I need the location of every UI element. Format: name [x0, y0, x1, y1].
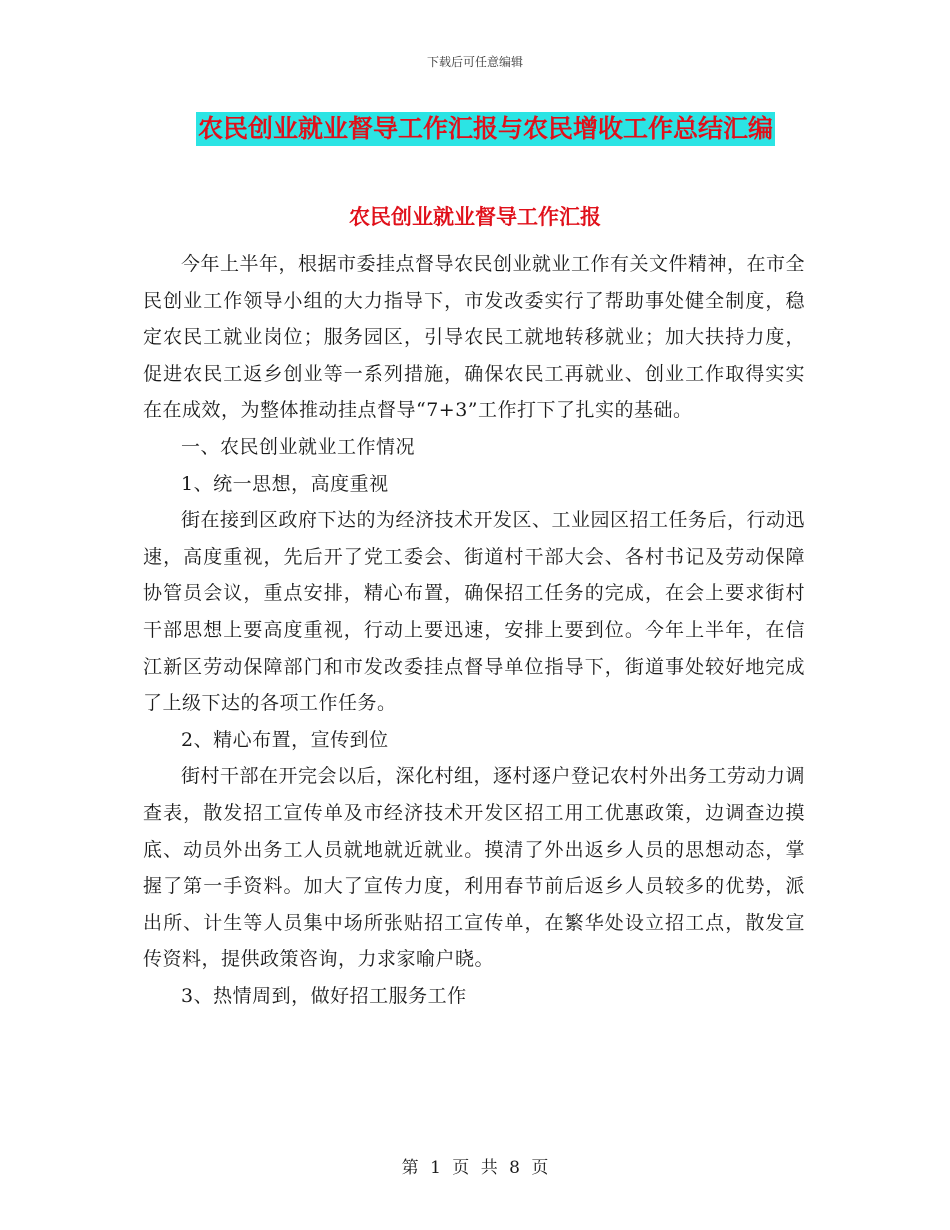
paragraph-1: 街在接到区政府下达的为经济技术开发区、工业园区招工任务后，行动迅速，高度重视，先后开了党工委会、街道村干部大会、各村书记及劳动保障协管员会议，重点安排，精心布置，确保招工任务的完成，在会上要求街村干部思想上要高度重视，行动上要迅速，安排上要到位。今年上半年，在信江新区劳动保障部门和市发改委挂点督导单位指导下，街道事处较好地完成了上级下达的各项工作任务。	[143, 509, 806, 715]
subheading-3: 3、热情周到，做好招工服务工作	[181, 984, 467, 1007]
page-number: 第 1 页 共 8 页	[401, 1158, 549, 1178]
paragraph-2: 街村干部在开完会以后，深化村组，逐村逐户登记农村外出务工劳动力调查表，散发招工宣传单及市经济技术开发区招工用工优惠政策，边调查边摸底、动员外出务工人员就地就近就业。摸清了外出返乡人员的思想动态，掌握了第一手资料。加大了宣传力度，利用春节前后返乡人员较多的优势，派出所、计生等人员集中场所张贴招工宣传单，在繁华处设立招工点，散发宣传资料，提供政策咨询，力求家喻户晓。	[143, 765, 806, 971]
subheading-2: 2、精心布置，宣传到位	[181, 728, 389, 751]
paragraph-intro: 今年上半年，根据市委挂点督导农民创业就业工作有关文件精神，在市全民创业工作领导小组的大力指导下，市发改委实行了帮助事处健全制度，稳定农民工就业岗位；服务园区，引导农民工就地转移就业；加大扶持力度，促进农民工返乡创业等一系列措施，确保农民工再就业、创业工作取得实实在在成效，为整体推动挂点督导“7+3”工作打下了扎实的基础。	[143, 253, 806, 422]
page-header-note: 下载后可任意编辑	[426, 55, 523, 69]
document-title: 农民创业就业督导工作汇报与农民增收工作总结汇编	[196, 112, 775, 146]
section-title: 农民创业就业督导工作汇报	[349, 205, 601, 229]
heading-section-1: 一、农民创业就业工作情况	[181, 435, 416, 458]
document-body	[143, 246, 805, 1014]
document-title-container	[196, 112, 775, 146]
subheading-1: 1、统一思想，高度重视	[181, 472, 389, 495]
